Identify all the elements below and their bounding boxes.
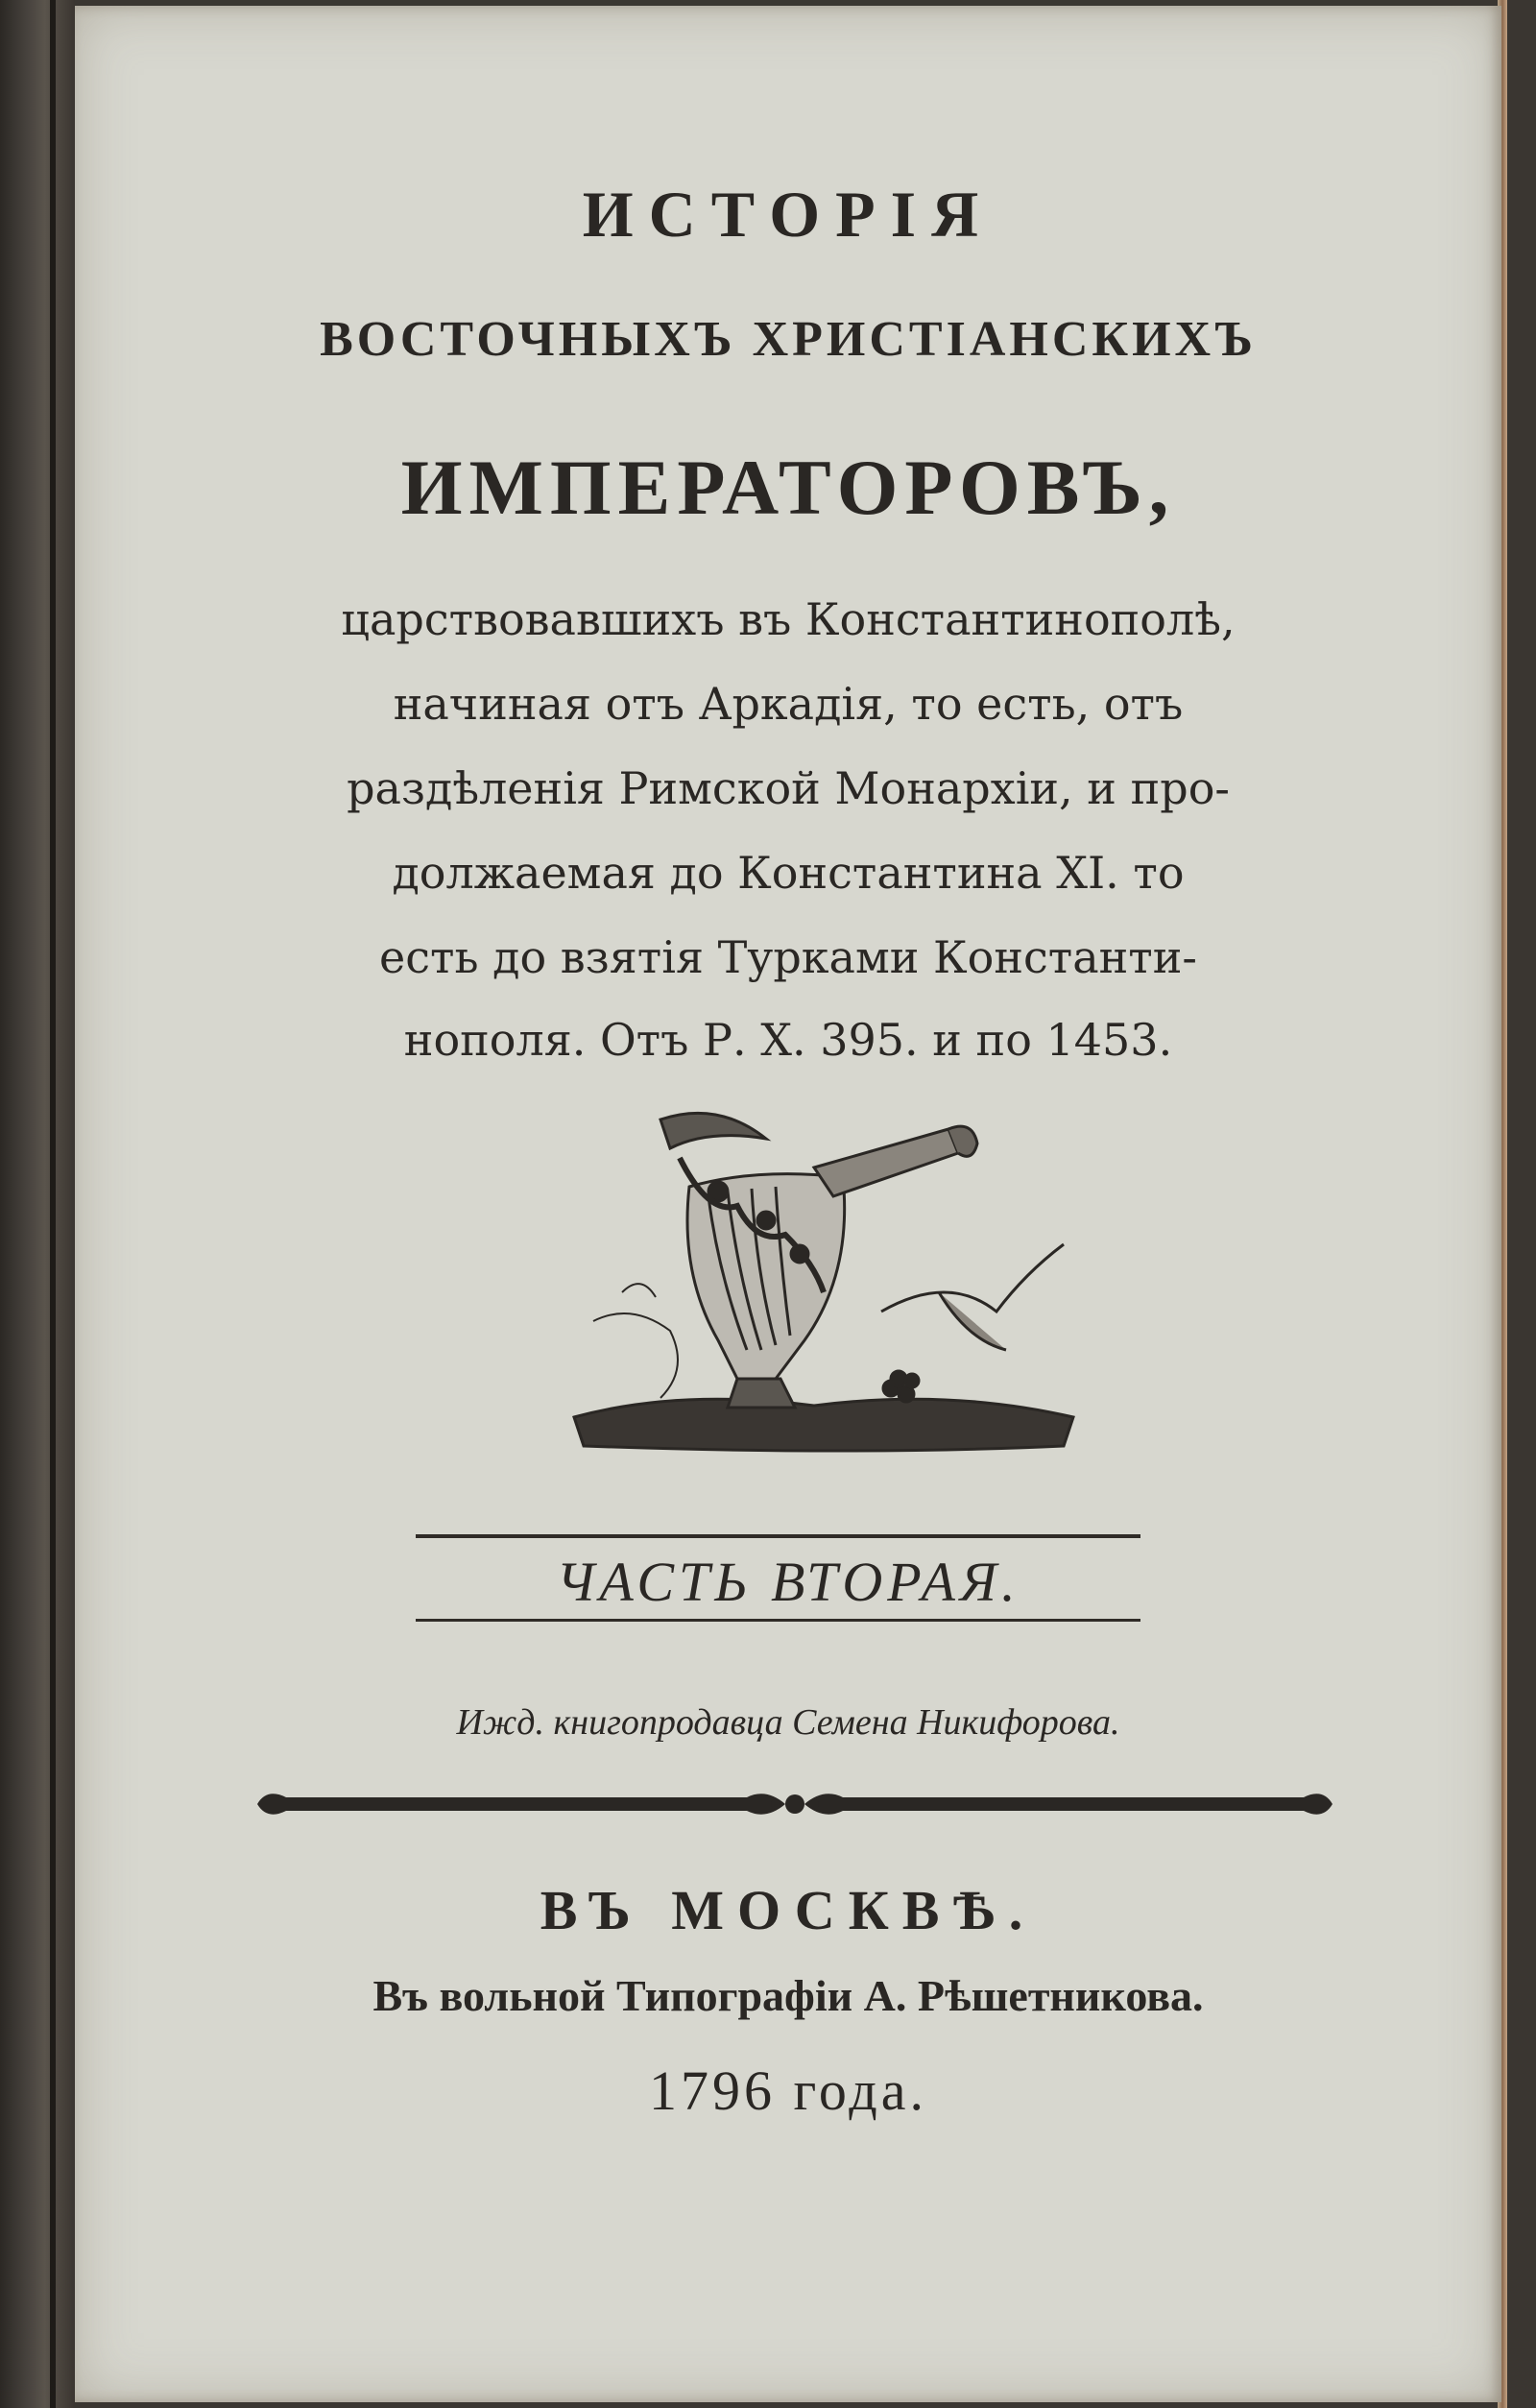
book-spine [0, 0, 75, 2408]
ornamental-rule-icon [248, 1780, 1342, 1828]
subtitle-line: царствовавшихъ въ Константинополѣ, [341, 593, 1236, 645]
urn-vignette-icon [564, 1100, 1083, 1484]
title-page [75, 6, 1501, 2402]
part-heading: ЧАСТЬ ВТОРАЯ. [556, 1551, 1020, 1613]
subtitle-line: должаемая до Константина XI. то [392, 847, 1185, 899]
subtitle-line: нополя. Отъ Р. Х. 395. и по 1453. [403, 1014, 1173, 1066]
imprint-press: Въ вольной Типографiи А. Рѣшетникова. [372, 1971, 1204, 2020]
part-rule-top [416, 1534, 1140, 1538]
imprint-year: 1796 года. [649, 2059, 927, 2122]
subtitle-line: начиная отъ Аркадiя, то есть, отъ [393, 678, 1184, 730]
gutter-shadow [50, 0, 56, 2408]
subtitle-line: есть до взятiя Турками Константи- [379, 931, 1197, 983]
title-line-2: ВОСТОЧНЫХЪ ХРИСТIАНСКИХЪ [320, 312, 1257, 367]
publisher-line: Ижд. книгопродавца Семена Никифорова. [456, 1702, 1120, 1743]
subtitle-line: раздѣленiя Римской Монархiи, и про- [347, 762, 1230, 814]
title-line-1: ИСТОРIЯ [582, 178, 995, 251]
title-line-3: ИМПЕРАТОРОВЪ, [400, 444, 1176, 531]
part-rule-bottom [416, 1619, 1140, 1622]
imprint-city: ВЪ МОСКВѢ. [540, 1879, 1037, 1941]
